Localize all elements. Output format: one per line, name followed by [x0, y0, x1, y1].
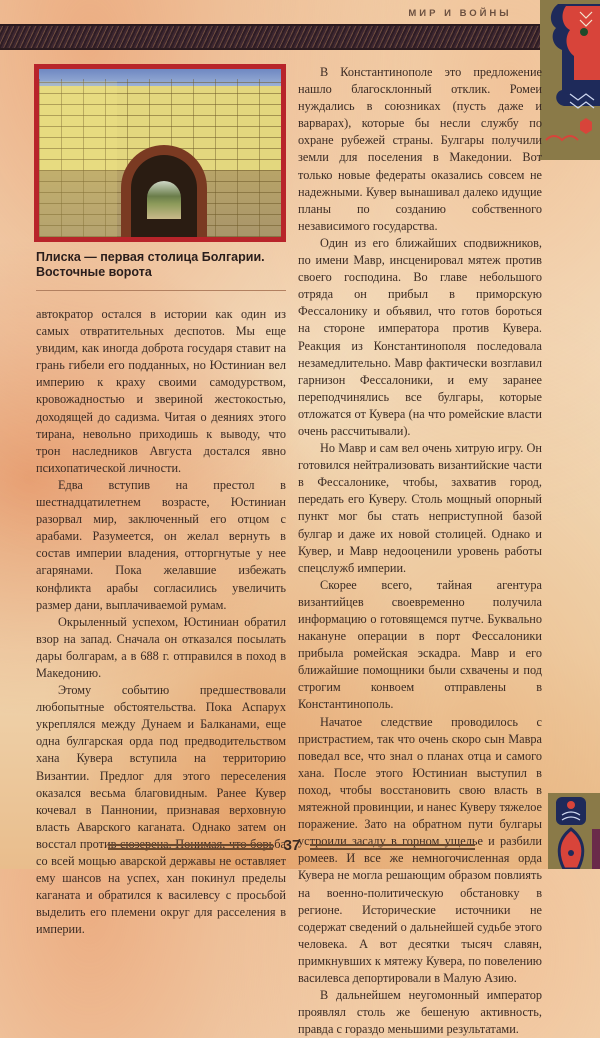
paragraph: Начатое следствие проводилось с пристрастием, так что очень скоро сын Мавра поведал все, что знал о планах отца и самого хана. После этого Юстиниан выступил в поход, чтобы восстановить свою власть в мятежной провинции, и нанес Куверу тяжелое поражение. Зато на обратном пути булгары устроили засаду в горном ущелье и разбили ромеев. И все же немногочисленная орда Кувера не могла решающим образом повлиять на военно-политическую обстановку в регионе. Исторические источники не содержат сведений о дальнейшей судьбе этого человека. А вот десятки тысяч славян, примкнувших к мятежу Кувера, по повелению василевса депортировали в Малую Азию.: [298, 714, 542, 985]
paragraph: Окрыленный успехом, Юстиниан обратил взор на запад. Сначала он отказался посылать дары болгарам, а в 688 г. отправился в поход в Македонию.: [36, 614, 286, 680]
decorative-header-band: [0, 24, 548, 50]
footer-rule-left: [108, 844, 273, 850]
figure-caption: Плиска — первая столица Болгарии. Восточные ворота: [36, 250, 265, 279]
paragraph: Но Мавр и сам вел очень хитрую игру. Он готовился нейтрализовать византийские части в Фессалонике, чтобы, захватив город, передать его Куверу. Столь мощный опорный пункт мог бы стать неприступной базой булгар и даже их новой столицей. Однако и Кувер, и Мавр недооценили уровень работы спецслужб империи.: [298, 441, 542, 575]
gate-image: [39, 69, 281, 237]
caption-divider: [36, 290, 286, 291]
paragraph: В дальнейшем неугомонный император проявлял столь же бешеную активность, правда с гораздо меньшими результатами.: [298, 988, 542, 1037]
paragraph: Один из его ближайших сподвижников, по имени Мавр, инсценировал мятеж против своего господина. Во главе небольшого отряда он прибыл в приморскую Фессалонику и объявил, что готов бороться на стороне императора против Кувера. Реакция из Константинополя последовала незамедлительно. Мавр фактически возглавил гарнизон Фессалоники, и ему заранее переподчинялись все булгары, которые отложатся от Кувера (на что ромейские власти очень рассчитывали).: [298, 235, 542, 438]
ornament-icon: [548, 793, 600, 869]
paragraph: автократор остался в истории как один из самых отвратительных деспотов. Мы еще увидим, как иногда доброта государя ставит на грань гибели его подданных, но Юстиниан вел империю к краху своими самодурством, кровожадностью и звериной жестокостью, доходящей до садизма. Читая о деяниях этого тирана, невольно приходишь к выводу, что трон наследников Августа достался явно психопатической личности.: [36, 307, 286, 475]
running-header: МИР И ВОЙНЫ: [408, 8, 512, 19]
figure-photo: [34, 64, 286, 242]
page-number: 37: [283, 837, 301, 854]
ornament-icon: [540, 0, 600, 160]
footer-rule-right: [310, 844, 475, 850]
paragraph: Скорее всего, тайная агентура византийцев своевременно получила информацию о готовящемся путче. Буквально накануне операции в порт Фессалоники прибыла ромейская эскадра. Мавр и его ближайшие помощники были схвачены и под строгим конвоем отправлены в Константинополь.: [298, 577, 542, 712]
text-column-right: [298, 64, 542, 1038]
page-footer: [108, 837, 548, 860]
paragraph: Едва вступив на престол в шестнадцатилетнем возрасте, Юстиниан разорвал мир, заключенный его отцом с арабами. Разумеется, он желал вернуть в состав империи владения, отторгнутые у нее агарянами. Пока желавшие избежать конфликта арабы согласились увеличить размер дани, выплачиваемой румам.: [36, 477, 286, 612]
paragraph: В Константинополе это предложение нашло благосклонный отклик. Ромеи нуждались в союзниках (пусть даже и варварах), которые бы несли службу по охране рубежей страны. Булгары получили земли для поселения в Македонии. Вот только новые федераты оказались совсем не надежными. Кувер вынашивал далеко идущие планы по созданию собственного независимого государства.: [298, 65, 542, 233]
paragraph: Этому событию предшествовали любопытные обстоятельства. Пока Аспарух укреплялся между Дунаем и Балканами, еще одна булгарская орда под предводительством хана Кувера вступила на территорию Византии. Предлог для этого переселения оказался весьма благовидным. Ранее Кувер кочевал в Паннонии, признавая верховную власть Аварского каганата. Однако затем он восстал против сюзерена. Понимая, что борьба со всей мощью аварской державы не оставляет ему шансов на успех, хан покинул пределы каганата и обратился к василевсу с просьбой выделить его племени округ для расселения в империи.: [36, 683, 286, 937]
